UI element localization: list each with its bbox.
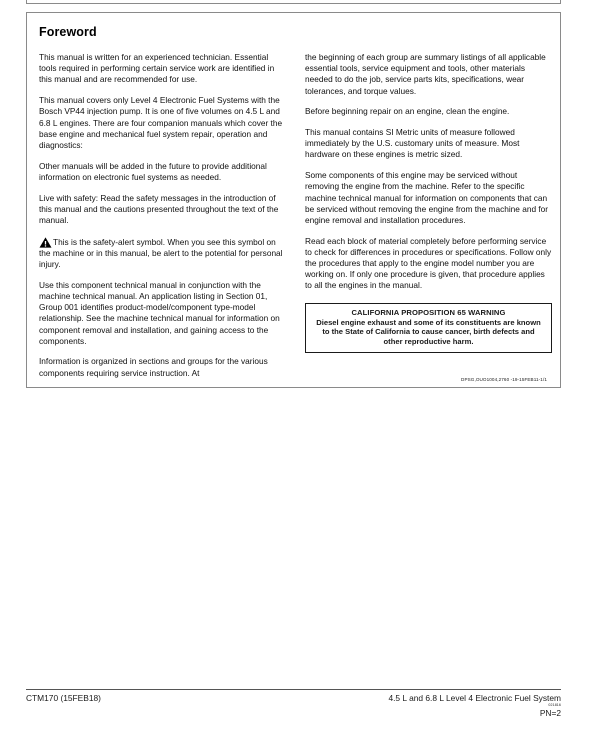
paragraph: Live with safety: Read the safety messages in the introduction of this manual and the cautions presented throughout the text of the manual.	[39, 192, 279, 225]
left-column	[39, 52, 286, 379]
safety-alert-text: This is the safety-alert symbol. When you see this symbol on the machine or in this manual, be alert to the potential for personal injury.	[39, 236, 283, 270]
paragraph: Other manuals will be added in the future to provide additional information on electronic fuel systems as needed.	[39, 160, 267, 182]
footer-divider	[26, 689, 561, 690]
footer-manual-title: 4.5 L and 6.8 L Level 4 Electronic Fuel System	[388, 692, 561, 703]
paragraph: Some components of this engine may be serviced without removing the engine from the machine. Refer to the specific machine technical manual for information on components that can be serviced without removing the engine from the machine and for engine removal and installation procedures.	[305, 170, 549, 225]
footer-revision-code: 021816	[548, 703, 561, 707]
safety-alert-triangle-icon	[39, 237, 52, 248]
footer-page-number: PN=2	[539, 708, 561, 718]
paragraph: This manual is written for an experienced technician. Essential tools required in performing certain service work are identified in this manual and are recommended for use.	[39, 52, 275, 85]
california-prop65-warning-box	[305, 303, 552, 353]
clipped-top-box	[26, 0, 561, 4]
paragraph: This manual contains SI Metric units of measure followed immediately by the U.S. customary units of measure. Most hardware on these engines is metric sized.	[305, 127, 520, 160]
two-column-body	[39, 52, 552, 379]
document-reference-code: DPSG,OUO1004,2760 -19-15FEB11-1/1	[461, 377, 547, 382]
page-title: Foreword	[39, 25, 97, 39]
paragraph: the beginning of each group are summary listings of all applicable essential tools, service equipment and tools, other materials needed to do the job, service parts kits, specifications, wear tolerances, and torque values.	[305, 52, 546, 96]
footer-right-group	[388, 693, 561, 719]
warning-title: CALIFORNIA PROPOSITION 65 WARNING	[351, 307, 506, 317]
safety-alert-paragraph	[39, 236, 286, 271]
warning-body: Diesel engine exhaust and some of its constituents are known to the State of California to cause cancer, birth defects and other reproductive harm.	[316, 317, 541, 346]
paragraph: Before beginning repair on an engine, clean the engine.	[305, 106, 510, 117]
paragraph: Information is organized in sections and groups for the various components requiring service instruction. At	[39, 356, 268, 378]
footer-manual-code: CTM170 (15FEB18)	[26, 692, 101, 703]
page-footer	[26, 689, 561, 719]
footer-row	[26, 693, 561, 719]
paragraph: Read each block of material completely before performing service to check for differences in procedures or specifications. Follow only the procedures that apply to the engine model number you are working on. If only one procedure is given, that procedure applies to all the engines in the manual.	[305, 235, 552, 291]
paragraph: Use this component technical manual in conjunction with the machine technical manual. An application listing in Section 01, Group 001 identifies product-model/component type-model relationship. See the machine technical manual for information on component removal and installation, and gaining access to the components.	[39, 279, 280, 346]
paragraph: This manual covers only Level 4 Electronic Fuel Systems with the Bosch VP44 injection pump. It is one of five volumes on 4.5 L and 6.8 L engines. There are four companion manuals which cover the base engine and mechanical fuel system repair, operation and diagnostics:	[39, 95, 283, 150]
right-column	[305, 52, 552, 353]
content-box	[26, 12, 561, 388]
